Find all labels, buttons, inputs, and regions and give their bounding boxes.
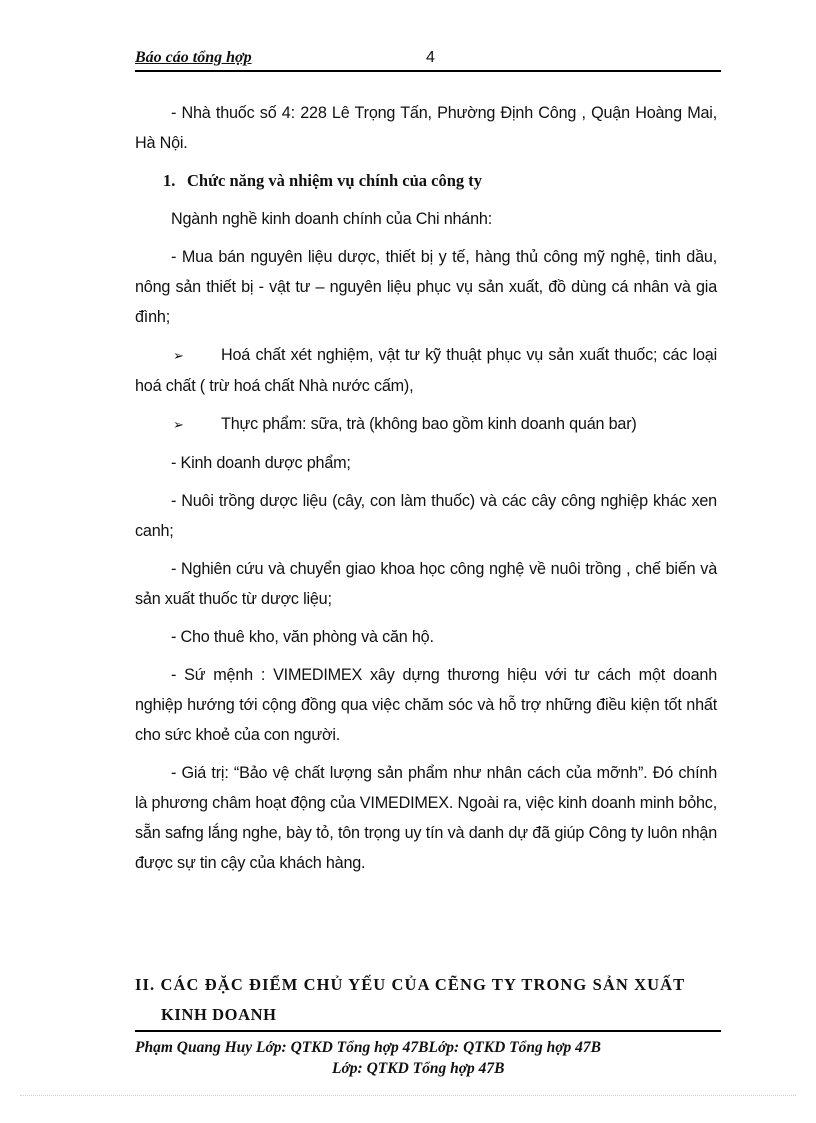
section-title: [135, 970, 717, 1030]
paragraph-trade: - Mua bán nguyên liệu dược, thiết bị y tế, hàng thủ công mỹ nghệ, tinh dầu, nông sản thiết bị - vật tư – nguyên liệu phục vụ sản xuất, đồ dùng cá nhân và gia đình;: [135, 248, 717, 326]
bullet-item-chemicals: [135, 340, 717, 401]
page-footer: [135, 1030, 721, 1079]
footer-author-class: Phạm Quang Huy Lớp: QTKD Tổng hợp 47BLớp: QTKD Tổng hợp 47B: [135, 1039, 602, 1056]
arrow-bullet-icon: ➢: [173, 348, 184, 363]
paragraph-farming: - Nuôi trồng dược liệu (cây, con làm thuốc) và các cây công nghiệp khác xen canh;: [135, 492, 717, 540]
section-title-line2: KINH DOANH: [161, 1005, 277, 1024]
heading-text: Chức năng và nhiệm vụ chính của công ty: [187, 171, 483, 190]
heading-number: 1.: [163, 171, 176, 190]
paragraph-pharma: - Kinh doanh dược phẩm;: [171, 454, 351, 472]
footer-class: Lớp: QTKD Tổng hợp 47B: [332, 1060, 505, 1077]
paragraph-research: - Nghiên cứu và chuyển giao khoa học công nghệ về nuôi trồng , chế biến và sản xuất thuốc từ dược liệu;: [135, 560, 717, 608]
section-roman-numeral: II.: [135, 975, 156, 994]
arrow-bullet-icon: ➢: [173, 417, 184, 432]
paragraph-rental: - Cho thuê kho, văn phòng và căn hộ.: [171, 628, 434, 646]
header-title: Báo cáo tổng hợp: [135, 49, 252, 66]
bullet-text-food: Thực phẩm: sữa, trà (không bao gồm kinh doanh quán bar): [221, 415, 637, 433]
bullet-text-chemicals: Hoá chất xét nghiệm, vật tư kỹ thuật phục vụ sản xuất thuốc; các loại hoá chất ( trừ hoá chất Nhà nước cấm),: [135, 346, 717, 395]
paragraph-address: - Nhà thuốc số 4: 228 Lê Trọng Tấn, Phường Định Công , Quận Hoàng Mai, Hà Nội.: [135, 104, 717, 152]
page-header: [135, 46, 721, 72]
section-heading: [135, 166, 717, 196]
page-bottom-divider: [20, 1095, 796, 1096]
paragraph-values: - Giá trị: “Bảo vệ chất lượng sản phẩm như nhân cách của mỡnh”. Đó chính là phương châm hoạt động của VIMEDIMEX. Ngoài ra, việc kinh doanh minh bỏhc, sẵn safng lắng nghe, bày tỏ, tôn trọng uy tín và danh dự đã giúp Công ty luôn nhận được sự tin cậy của khách hàng.: [135, 764, 717, 872]
document-body: [135, 98, 717, 886]
section-title-line1: CÁC ĐẶC ĐIỂM CHỦ YẾU CỦA CẼNG TY TRONG SẢN XUẤT: [160, 975, 686, 994]
paragraph-mission: - Sứ mệnh : VIMEDIMEX xây dựng thương hiệu với tư cách một doanh nghiệp hướng tới cộng đồng qua việc chăm sóc và hỗ trợ những điều kiện tốt nhất cho sức khoẻ của con người.: [135, 666, 717, 744]
page-number: 4: [426, 49, 435, 66]
paragraph-business-intro: Ngành nghề kinh doanh chính của Chi nhánh:: [171, 210, 493, 228]
bullet-item-food: [135, 409, 717, 440]
